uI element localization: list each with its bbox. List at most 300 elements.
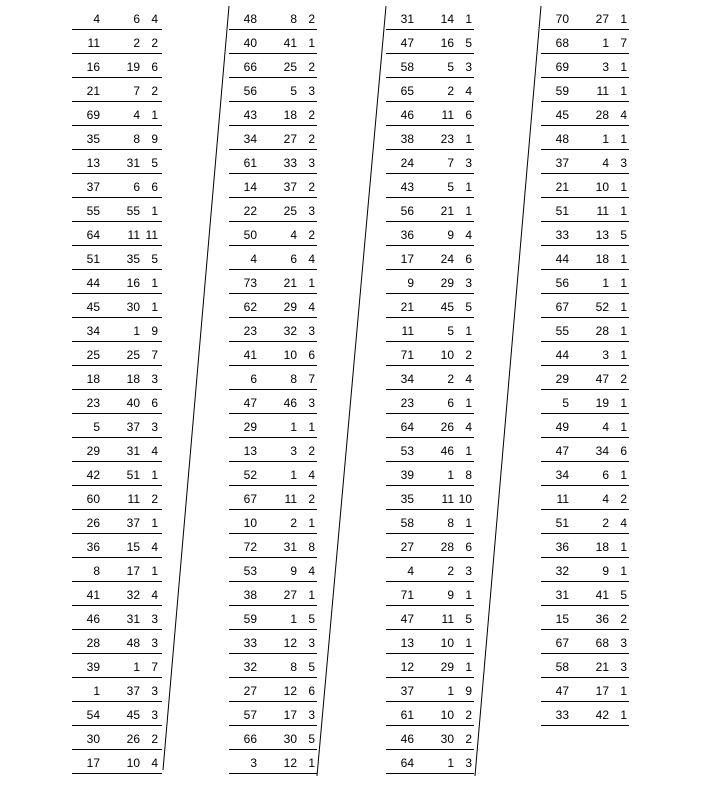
table-cell: 1 <box>151 564 158 578</box>
table-cell: 12 <box>283 636 297 650</box>
table-row <box>386 462 474 486</box>
table-cell: 29 <box>555 372 569 386</box>
table-row <box>386 726 474 750</box>
table-row <box>386 654 474 678</box>
table-row <box>386 678 474 702</box>
table-cell: 2 <box>308 444 315 458</box>
table-row <box>72 342 162 366</box>
table-row <box>72 702 162 726</box>
table-cell: 69 <box>555 60 569 74</box>
table-cell: 17 <box>126 564 140 578</box>
table-cell: 36 <box>595 612 609 626</box>
table-cell: 34 <box>243 132 257 146</box>
table-row <box>386 606 474 630</box>
table-cell: 24 <box>440 252 454 266</box>
table-row <box>386 150 474 174</box>
table-cell: 41 <box>595 588 609 602</box>
table-cell: 71 <box>400 348 414 362</box>
table-cell: 37 <box>126 516 140 530</box>
table-cell: 34 <box>400 372 414 386</box>
table-cell: 37 <box>283 180 297 194</box>
table-cell: 6 <box>465 252 472 266</box>
table-cell: 10 <box>440 348 454 362</box>
table-row <box>541 558 629 582</box>
table-row <box>386 54 474 78</box>
table-row <box>72 270 162 294</box>
table-cell: 4 <box>308 468 315 482</box>
table-row <box>229 270 317 294</box>
table-cell: 1 <box>308 756 315 770</box>
table-cell: 8 <box>465 468 472 482</box>
table-row <box>229 318 317 342</box>
table-cell: 31 <box>126 612 140 626</box>
table-row <box>541 222 629 246</box>
table-cell: 12 <box>400 660 414 674</box>
table-row <box>386 750 474 774</box>
table-cell: 4 <box>151 444 158 458</box>
table-row <box>386 6 474 30</box>
table-cell: 2 <box>465 348 472 362</box>
table-cell: 3 <box>151 708 158 722</box>
table-cell: 11 <box>441 612 454 626</box>
table-cell: 3 <box>465 276 472 290</box>
table-row <box>229 606 317 630</box>
table-cell: 1 <box>465 324 472 338</box>
table-cell: 68 <box>555 36 569 50</box>
table-cell: 46 <box>400 108 414 122</box>
table-cell: 1 <box>620 420 627 434</box>
table-cell: 42 <box>595 708 609 722</box>
table-cell: 14 <box>440 12 454 26</box>
table-row <box>229 390 317 414</box>
table-cell: 9 <box>602 564 609 578</box>
table-cell: 4 <box>465 420 472 434</box>
table-row <box>229 102 317 126</box>
table-cell: 1 <box>308 588 315 602</box>
table-cell: 2 <box>290 516 297 530</box>
table-cell: 5 <box>308 612 315 626</box>
table-cell: 1 <box>308 420 315 434</box>
table-cell: 4 <box>250 252 257 266</box>
table-row <box>72 630 162 654</box>
row-divider <box>72 773 162 774</box>
table-cell: 59 <box>243 612 257 626</box>
table-cell: 6 <box>133 180 140 194</box>
table-cell: 7 <box>151 348 158 362</box>
table-row <box>229 582 317 606</box>
table-cell: 37 <box>126 684 140 698</box>
table-cell: 1 <box>620 396 627 410</box>
table-row <box>541 174 629 198</box>
table-cell: 45 <box>555 108 569 122</box>
table-cell: 58 <box>400 516 414 530</box>
table-cell: 31 <box>555 588 569 602</box>
table-cell: 4 <box>308 252 315 266</box>
table-cell: 2 <box>151 492 158 506</box>
table-row <box>541 582 629 606</box>
table-cell: 51 <box>86 252 100 266</box>
table-cell: 72 <box>243 540 257 554</box>
table-row <box>386 102 474 126</box>
table-cell: 6 <box>308 348 315 362</box>
table-cell: 10 <box>283 348 297 362</box>
connector-line-2 <box>317 6 386 776</box>
table-cell: 45 <box>126 708 140 722</box>
table-cell: 32 <box>283 324 297 338</box>
table-cell: 5 <box>447 324 454 338</box>
table-row <box>72 438 162 462</box>
table-row <box>541 606 629 630</box>
table-cell: 17 <box>400 252 414 266</box>
table-cell: 3 <box>308 324 315 338</box>
table-cell: 59 <box>555 84 569 98</box>
table-cell: 64 <box>400 420 414 434</box>
table-row <box>541 54 629 78</box>
table-row <box>386 174 474 198</box>
table-cell: 1 <box>151 204 158 218</box>
table-row <box>72 558 162 582</box>
table-row <box>386 438 474 462</box>
table-cell: 23 <box>400 396 414 410</box>
connector-line-3 <box>475 6 541 776</box>
table-row <box>229 78 317 102</box>
table-row <box>386 126 474 150</box>
table-cell: 3 <box>151 372 158 386</box>
table-cell: 11 <box>284 492 297 506</box>
table-row <box>229 174 317 198</box>
table-row <box>386 534 474 558</box>
table-cell: 1 <box>602 36 609 50</box>
table-row <box>541 486 629 510</box>
table-row <box>72 6 162 30</box>
table-cell: 6 <box>151 60 158 74</box>
table-row <box>541 630 629 654</box>
table-cell: 48 <box>555 132 569 146</box>
table-row <box>386 390 474 414</box>
table-row <box>229 534 317 558</box>
table-cell: 11 <box>596 204 609 218</box>
table-row <box>386 222 474 246</box>
table-cell: 8 <box>447 516 454 530</box>
table-cell: 2 <box>620 372 627 386</box>
table-cell: 3 <box>620 636 627 650</box>
table-cell: 3 <box>602 60 609 74</box>
table-cell: 3 <box>250 756 257 770</box>
table-cell: 34 <box>86 324 100 338</box>
table-cell: 7 <box>447 156 454 170</box>
table-cell: 47 <box>400 36 414 50</box>
table-cell: 47 <box>595 372 609 386</box>
table-cell: 64 <box>86 228 100 242</box>
table-cell: 29 <box>440 276 454 290</box>
table-row <box>229 726 317 750</box>
table-row <box>386 78 474 102</box>
table-cell: 3 <box>465 756 472 770</box>
table-row <box>386 702 474 726</box>
table-row <box>72 126 162 150</box>
table-cell: 29 <box>283 300 297 314</box>
table-cell: 1 <box>447 684 454 698</box>
table-cell: 66 <box>243 60 257 74</box>
table-cell: 10 <box>126 756 140 770</box>
table-cell: 2 <box>308 108 315 122</box>
table-cell: 41 <box>243 348 257 362</box>
table-cell: 11 <box>145 228 158 242</box>
table-cell: 1 <box>620 684 627 698</box>
table-row <box>229 246 317 270</box>
table-cell: 10 <box>440 708 454 722</box>
table-cell: 45 <box>86 300 100 314</box>
table-row <box>386 30 474 54</box>
table-row <box>541 462 629 486</box>
table-row <box>386 198 474 222</box>
table-cell: 28 <box>595 108 609 122</box>
table-cell: 58 <box>555 660 569 674</box>
table-row <box>229 294 317 318</box>
table-cell: 2 <box>465 708 472 722</box>
table-cell: 1 <box>465 516 472 530</box>
table-cell: 27 <box>283 132 297 146</box>
table-cell: 11 <box>596 84 609 98</box>
table-cell: 8 <box>93 564 100 578</box>
table-cell: 35 <box>400 492 414 506</box>
table-cell: 18 <box>595 540 609 554</box>
table-cell: 2 <box>447 564 454 578</box>
table-cell: 1 <box>151 108 158 122</box>
table-row <box>541 390 629 414</box>
table-cell: 53 <box>400 444 414 458</box>
table-row <box>229 198 317 222</box>
table-row <box>229 54 317 78</box>
table-cell: 3 <box>151 420 158 434</box>
table-cell: 1 <box>620 564 627 578</box>
table-cell: 2 <box>465 732 472 746</box>
table-cell: 66 <box>243 732 257 746</box>
table-cell: 6 <box>620 444 627 458</box>
table-cell: 2 <box>151 732 158 746</box>
table-cell: 40 <box>126 396 140 410</box>
table-cell: 12 <box>283 684 297 698</box>
table-cell: 1 <box>620 540 627 554</box>
table-cell: 15 <box>555 612 569 626</box>
table-cell: 57 <box>243 708 257 722</box>
table-cell: 18 <box>86 372 100 386</box>
table-cell: 8 <box>133 132 140 146</box>
table-cell: 33 <box>283 156 297 170</box>
table-row <box>541 534 629 558</box>
table-cell: 9 <box>407 276 414 290</box>
table-cell: 46 <box>400 732 414 746</box>
table-row <box>72 150 162 174</box>
table-cell: 46 <box>440 444 454 458</box>
table-cell: 3 <box>602 348 609 362</box>
table-cell: 14 <box>243 180 257 194</box>
table-cell: 1 <box>620 60 627 74</box>
table-cell: 55 <box>126 204 140 218</box>
table-row <box>72 318 162 342</box>
table-cell: 4 <box>602 420 609 434</box>
table-cell: 18 <box>126 372 140 386</box>
table-cell: 21 <box>283 276 297 290</box>
table-cell: 51 <box>126 468 140 482</box>
table-cell: 1 <box>133 660 140 674</box>
table-cell: 27 <box>400 540 414 554</box>
table-cell: 65 <box>400 84 414 98</box>
table-row <box>72 30 162 54</box>
table-cell: 1 <box>620 252 627 266</box>
table-cell: 36 <box>555 540 569 554</box>
table-cell: 51 <box>555 204 569 218</box>
table-row <box>229 750 317 774</box>
table-cell: 6 <box>290 252 297 266</box>
table-cell: 4 <box>465 84 472 98</box>
row-divider <box>386 773 474 774</box>
table-cell: 42 <box>86 468 100 482</box>
table-cell: 1 <box>620 204 627 218</box>
table-cell: 4 <box>465 372 472 386</box>
table-cell: 23 <box>243 324 257 338</box>
table-row <box>541 198 629 222</box>
table-cell: 41 <box>283 36 297 50</box>
table-cell: 28 <box>595 324 609 338</box>
table-cell: 1 <box>465 660 472 674</box>
table-cell: 5 <box>151 156 158 170</box>
table-cell: 6 <box>602 468 609 482</box>
table-row <box>386 510 474 534</box>
table-cell: 1 <box>151 300 158 314</box>
table-cell: 3 <box>308 396 315 410</box>
table-cell: 30 <box>440 732 454 746</box>
table-cell: 23 <box>440 132 454 146</box>
table-cell: 6 <box>447 396 454 410</box>
table-cell: 29 <box>440 660 454 674</box>
table-cell: 29 <box>243 420 257 434</box>
table-cell: 61 <box>243 156 257 170</box>
table-row <box>386 486 474 510</box>
table-cell: 17 <box>595 684 609 698</box>
table-cell: 68 <box>595 636 609 650</box>
table-cell: 5 <box>562 396 569 410</box>
table-cell: 56 <box>400 204 414 218</box>
table-cell: 5 <box>465 36 472 50</box>
table-cell: 5 <box>465 612 472 626</box>
table-cell: 23 <box>86 396 100 410</box>
table-row <box>541 270 629 294</box>
table-cell: 27 <box>595 12 609 26</box>
table-cell: 64 <box>400 756 414 770</box>
table-cell: 3 <box>151 636 158 650</box>
table-cell: 1 <box>620 12 627 26</box>
table-cell: 37 <box>86 180 100 194</box>
table-row <box>541 342 629 366</box>
table-cell: 9 <box>290 564 297 578</box>
table-cell: 8 <box>308 540 315 554</box>
table-cell: 4 <box>151 12 158 26</box>
table-cell: 5 <box>308 732 315 746</box>
table-cell: 33 <box>555 708 569 722</box>
table-cell: 1 <box>465 396 472 410</box>
table-cell: 8 <box>290 660 297 674</box>
table-cell: 2 <box>602 516 609 530</box>
table-row <box>541 246 629 270</box>
table-cell: 31 <box>126 444 140 458</box>
table-cell: 11 <box>127 492 140 506</box>
table-cell: 5 <box>308 660 315 674</box>
table-cell: 11 <box>441 492 454 506</box>
table-cell: 1 <box>620 468 627 482</box>
table-cell: 67 <box>555 300 569 314</box>
table-row <box>541 294 629 318</box>
table-row <box>229 366 317 390</box>
table-cell: 1 <box>465 204 472 218</box>
table-row <box>72 726 162 750</box>
table-cell: 6 <box>308 684 315 698</box>
table-row <box>386 270 474 294</box>
table-cell: 56 <box>555 276 569 290</box>
table-cell: 15 <box>126 540 140 554</box>
table-cell: 38 <box>400 132 414 146</box>
table-row <box>72 678 162 702</box>
table-cell: 5 <box>620 228 627 242</box>
table-row <box>541 366 629 390</box>
table-row <box>72 414 162 438</box>
table-row <box>541 102 629 126</box>
table-cell: 3 <box>151 612 158 626</box>
table-row <box>386 414 474 438</box>
table-cell: 33 <box>243 636 257 650</box>
table-cell: 21 <box>555 180 569 194</box>
table-cell: 51 <box>555 516 569 530</box>
table-cell: 1 <box>290 612 297 626</box>
table-cell: 48 <box>126 636 140 650</box>
table-row <box>541 150 629 174</box>
table-cell: 34 <box>555 468 569 482</box>
table-cell: 25 <box>283 60 297 74</box>
table-cell: 52 <box>243 468 257 482</box>
table-cell: 6 <box>133 12 140 26</box>
table-cell: 2 <box>151 84 158 98</box>
table-cell: 4 <box>151 588 158 602</box>
table-cell: 31 <box>400 12 414 26</box>
table-cell: 2 <box>620 612 627 626</box>
table-cell: 11 <box>441 108 454 122</box>
table-row <box>72 462 162 486</box>
table-cell: 21 <box>400 300 414 314</box>
table-cell: 1 <box>151 276 158 290</box>
table-cell: 47 <box>555 444 569 458</box>
table-cell: 1 <box>465 12 472 26</box>
table-cell: 1 <box>465 132 472 146</box>
table-row <box>72 78 162 102</box>
table-cell: 62 <box>243 300 257 314</box>
table-cell: 3 <box>465 564 472 578</box>
table-cell: 28 <box>86 636 100 650</box>
table-row <box>72 606 162 630</box>
table-cell: 50 <box>243 228 257 242</box>
table-cell: 1 <box>465 180 472 194</box>
table-cell: 7 <box>133 84 140 98</box>
table-cell: 3 <box>465 156 472 170</box>
table-cell: 4 <box>620 108 627 122</box>
table-cell: 47 <box>555 684 569 698</box>
table-cell: 2 <box>308 60 315 74</box>
table-cell: 5 <box>465 300 472 314</box>
table-cell: 67 <box>555 636 569 650</box>
table-cell: 13 <box>400 636 414 650</box>
table-cell: 32 <box>555 564 569 578</box>
table-cell: 6 <box>465 540 472 554</box>
table-row <box>229 438 317 462</box>
